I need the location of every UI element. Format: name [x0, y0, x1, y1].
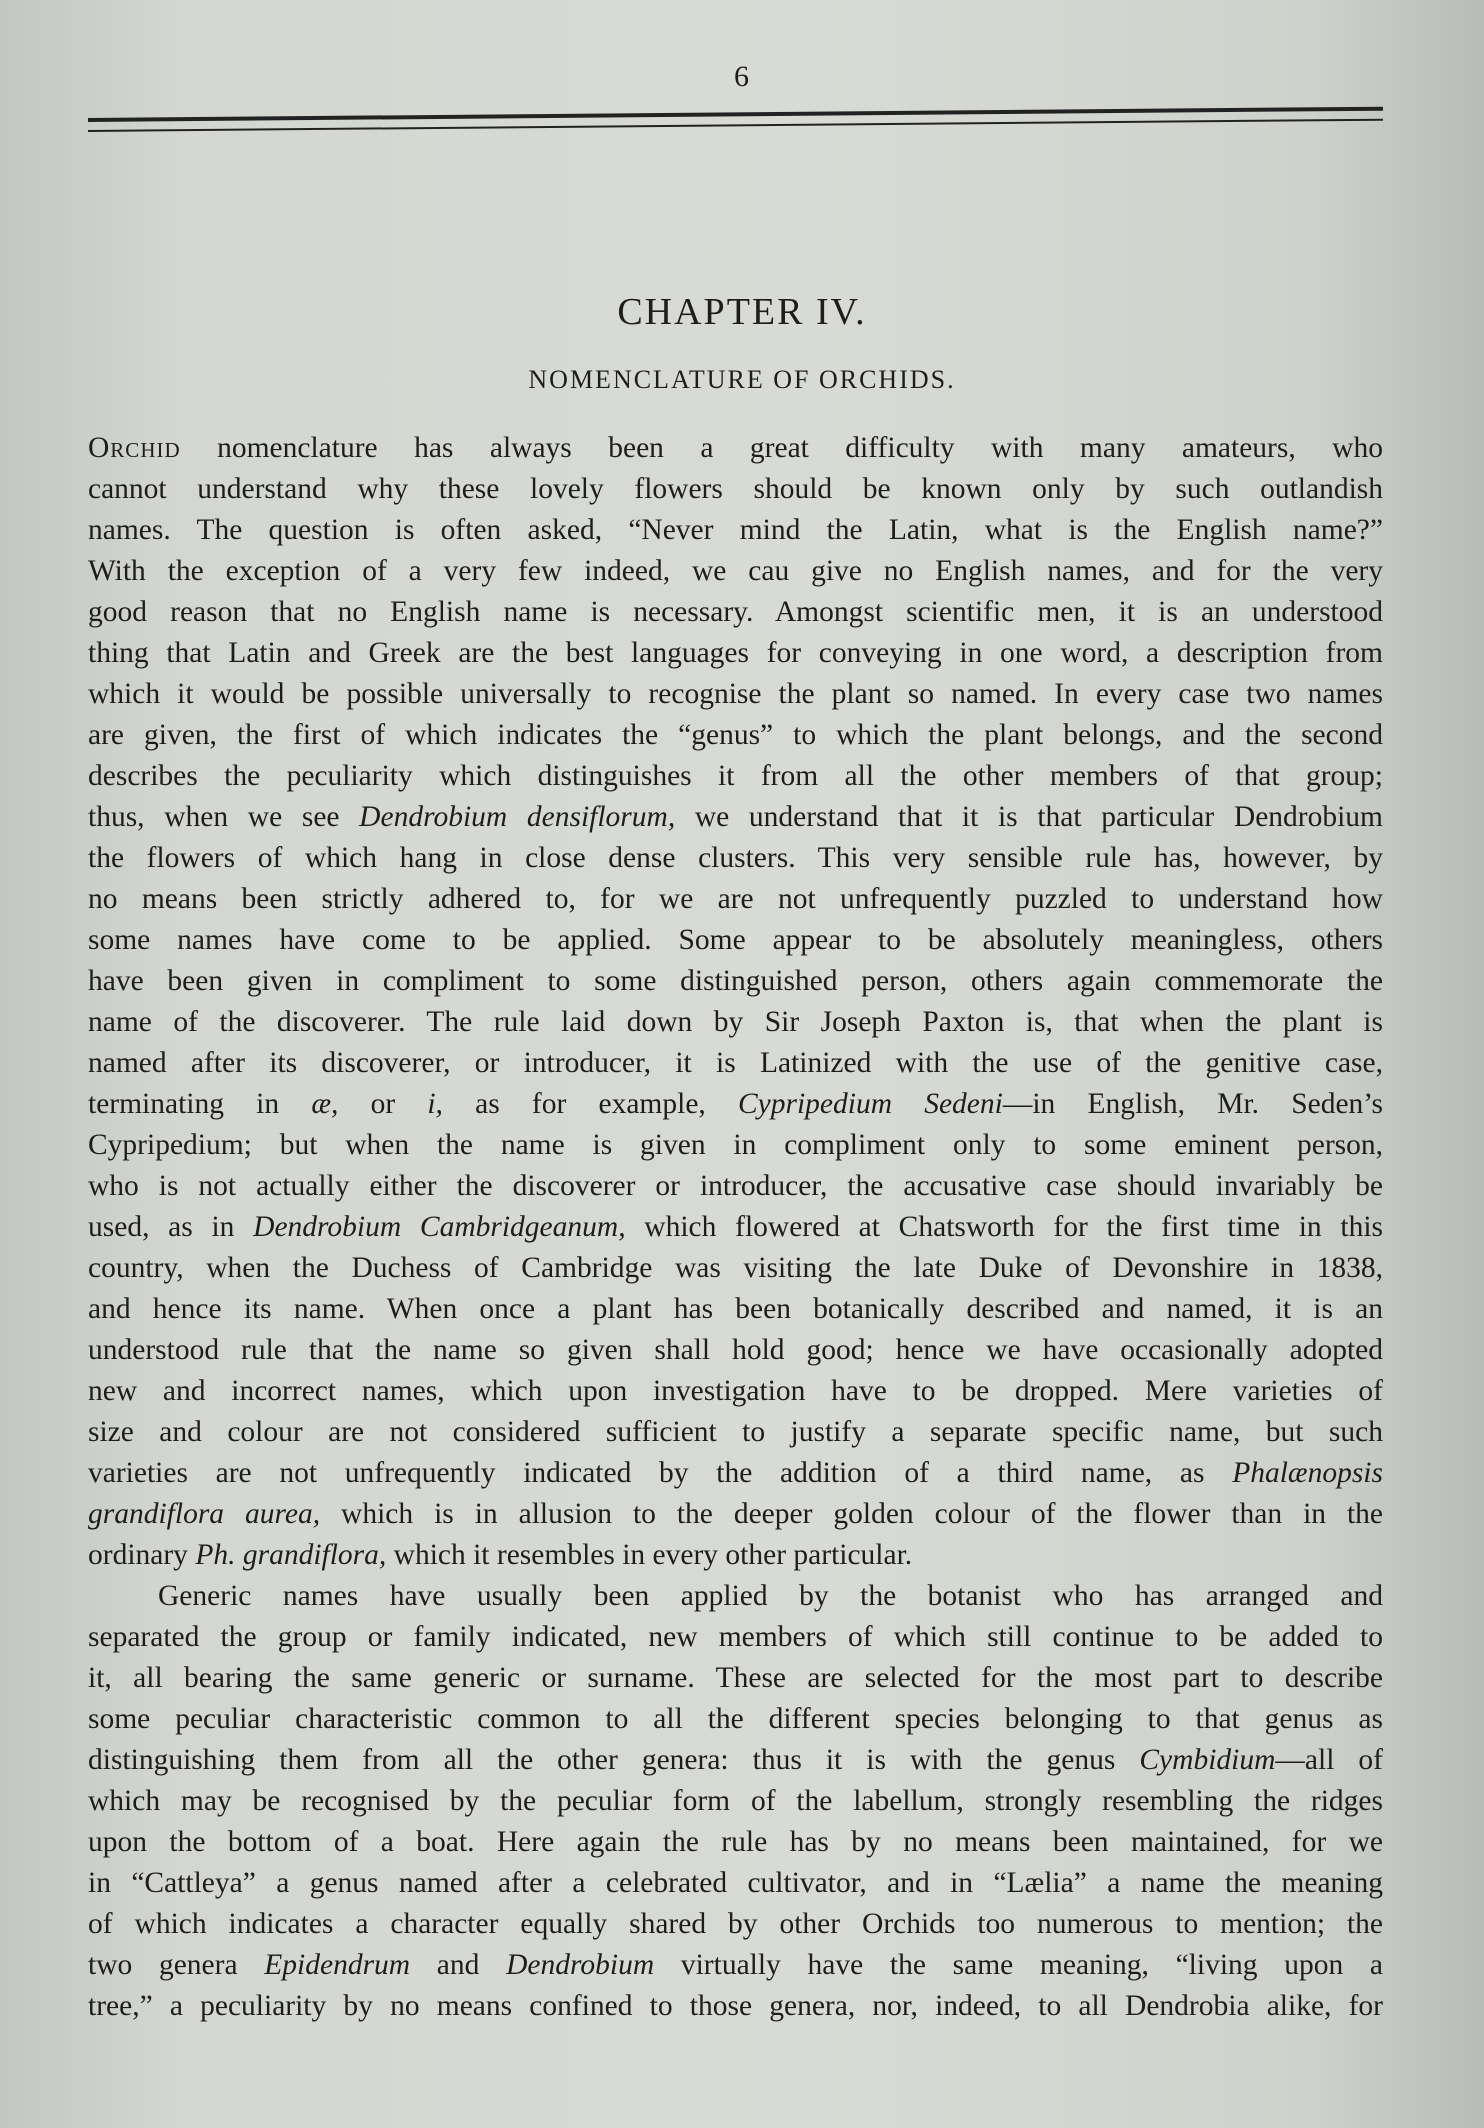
italic-term: Cymbidium [1139, 1744, 1276, 1776]
text-run: size and colour are not considered sufficient to justify a separate specific name, but such [88, 1416, 1383, 1448]
text-run: no means been strictly adhered to, for we are not unfrequently puzzled to understand how [88, 883, 1383, 915]
text-run: describes the peculiarity which distinguishes it from all the other members of that group; [88, 760, 1383, 792]
text-line [88, 756, 1383, 797]
text-run: —all of [1275, 1744, 1383, 1776]
body-text [88, 428, 1383, 2027]
text-run: two genera [88, 1949, 265, 1981]
text-run: which is in allusion to the deeper golden colour of the flower than in the [320, 1498, 1384, 1530]
text-run: are given, the first of which indicates the “genus” to which the plant belongs, and the second [88, 719, 1383, 751]
text-run: have been given in compliment to some distinguished person, others again commemorate the [88, 965, 1383, 997]
text-line [88, 1043, 1383, 1084]
text-run: which it would be possible universally to recognise the plant so named. In every case two names [88, 678, 1383, 710]
text-line [88, 1289, 1383, 1330]
italic-term: Dendrobium Cambridgeanum, [253, 1211, 626, 1243]
text-line [88, 715, 1383, 756]
text-line [88, 510, 1383, 551]
text-run: thus, when we see [88, 801, 360, 833]
text-run: Cypripedium; but when the name is given in compliment only to some eminent person, [88, 1129, 1383, 1161]
italic-term: Dendrobium densiflorum, [359, 801, 676, 833]
text-line [88, 1699, 1383, 1740]
italic-term: i, [427, 1088, 443, 1120]
text-run: name of the discoverer. The rule laid down by Sir Joseph Paxton is, that when the plant is [88, 1006, 1383, 1038]
page-number: 6 [734, 60, 750, 93]
text-run: country, when the Duchess of Cambridge was visiting the late Duke of Devonshire in 1838, [88, 1252, 1383, 1284]
text-run: some names have come to be applied. Some appear to be absolutely meaningless, others [88, 924, 1383, 956]
text-line [88, 1453, 1383, 1494]
text-run: which flowered at Chatsworth for the first time in this [625, 1211, 1383, 1243]
text-run: some peculiar characteristic common to all the different species belonging to that genus as [88, 1703, 1383, 1735]
text-run: —in English, Mr. Seden’s [1002, 1088, 1383, 1120]
text-run: as for example, [442, 1088, 738, 1120]
text-run: separated the group or family indicated, new members of which still continue to be added to [88, 1621, 1383, 1653]
chapter-title: CHAPTER IV. [617, 291, 867, 333]
text-line [88, 1658, 1383, 1699]
text-line [88, 1494, 1383, 1535]
text-run: which may be recognised by the peculiar form of the labellum, strongly resembling the ridges [88, 1785, 1383, 1817]
text-line [88, 879, 1383, 920]
section-title: NOMENCLATURE OF ORCHIDS. [528, 365, 956, 394]
text-line [88, 674, 1383, 715]
text-line [88, 1371, 1383, 1412]
text-run: of which indicates a character equally shared by other Orchids too numerous to mention; the [88, 1908, 1383, 1940]
text-run: virtually have the same meaning, “living upon a [654, 1949, 1384, 1981]
text-run: in “Cattleya” a genus named after a celebrated cultivator, and in “Lælia” a name the meaning [88, 1867, 1383, 1899]
text-run: With the exception of a very few indeed, we cau give no English names, and for the very [88, 555, 1383, 587]
text-run: and [410, 1949, 507, 1981]
italic-term: Ph. grandiflora, [195, 1539, 387, 1571]
text-run: thing that Latin and Greek are the best languages for conveying in one word, a description from [88, 637, 1383, 669]
text-run: which it resembles in every other particular. [386, 1539, 913, 1571]
text-run: names. The question is often asked, “Never mind the Latin, what is the English name?” [88, 514, 1383, 546]
text-line [88, 1945, 1383, 1986]
text-line [88, 1248, 1383, 1289]
text-line [88, 1207, 1383, 1248]
text-run: distinguishing them from all the other genera: thus it is with the genus [88, 1744, 1140, 1776]
text-run: Generic names have usually been applied by the botanist who has arranged and [158, 1580, 1383, 1612]
text-run: and hence its name. When once a plant has been botanically described and named, it is an [88, 1293, 1383, 1325]
text-line [88, 961, 1383, 1002]
text-run: varieties are not unfrequently indicated by the addition of a third name, as [88, 1457, 1233, 1489]
text-run: who is not actually either the discoverer or introducer, the accusative case should invariably be [88, 1170, 1383, 1202]
text-line [88, 1740, 1383, 1781]
text-run: good reason that no English name is necessary. Amongst scientific men, it is an understood [88, 596, 1383, 628]
text-line [88, 1535, 1383, 1576]
text-run: ordinary [88, 1539, 196, 1571]
text-line [88, 838, 1383, 879]
text-line [88, 920, 1383, 961]
text-line [88, 1166, 1383, 1207]
text-run: new and incorrect names, which upon investigation have to be dropped. Mere varieties of [88, 1375, 1383, 1407]
text-run: used, as in [88, 1211, 254, 1243]
italic-term: Phalænopsis [1232, 1457, 1383, 1489]
text-line [88, 1125, 1383, 1166]
text-run: nomenclature has always been a great difficulty with many amateurs, who [180, 432, 1383, 464]
header-rule-thin [88, 119, 1383, 132]
text-run: it, all bearing the same generic or surname. These are selected for the most part to describe [88, 1662, 1383, 1694]
text-run: understood rule that the name so given shall hold good; hence we have occasionally adopted [88, 1334, 1383, 1366]
text-line [88, 1330, 1383, 1371]
text-run: cannot understand why these lovely flowers should be known only by such outlandish [88, 473, 1383, 505]
text-run: upon the bottom of a boat. Here again the rule has by no means been maintained, for we [88, 1826, 1383, 1858]
text-line [88, 1904, 1383, 1945]
text-line [88, 1863, 1383, 1904]
italic-term: Epidendrum [264, 1949, 411, 1981]
text-line [88, 797, 1383, 838]
text-run: the flowers of which hang in close dense clusters. This very sensible rule has, however, by [88, 842, 1383, 874]
text-line [88, 1822, 1383, 1863]
text-line [88, 633, 1383, 674]
text-line [88, 592, 1383, 633]
text-line [88, 1084, 1383, 1125]
text-line [88, 551, 1383, 592]
text-run: we understand that it is that particular Dendrobium [675, 801, 1384, 833]
text-line [88, 1781, 1383, 1822]
small-caps-lead: Orchid [88, 432, 181, 464]
italic-term: grandiflora aurea, [88, 1498, 321, 1530]
text-run: tree,” a peculiarity by no means confined to those genera, nor, indeed, to all Dendrobia alike, for [88, 1990, 1383, 2022]
text-line [88, 428, 1383, 469]
text-run: terminating in [88, 1088, 312, 1120]
text-line [88, 1002, 1383, 1043]
text-line [88, 1412, 1383, 1453]
italic-term: Dendrobium [506, 1949, 655, 1981]
text-run: or [338, 1088, 428, 1120]
text-run: named after its discoverer, or introducer, it is Latinized with the use of the genitive case, [88, 1047, 1383, 1079]
italic-term: Cypripedium Sedeni [737, 1088, 1003, 1120]
italic-term: æ, [311, 1088, 339, 1120]
text-line [88, 1986, 1383, 2027]
text-line [88, 469, 1383, 510]
text-line [88, 1617, 1383, 1658]
text-line [88, 1576, 1383, 1617]
